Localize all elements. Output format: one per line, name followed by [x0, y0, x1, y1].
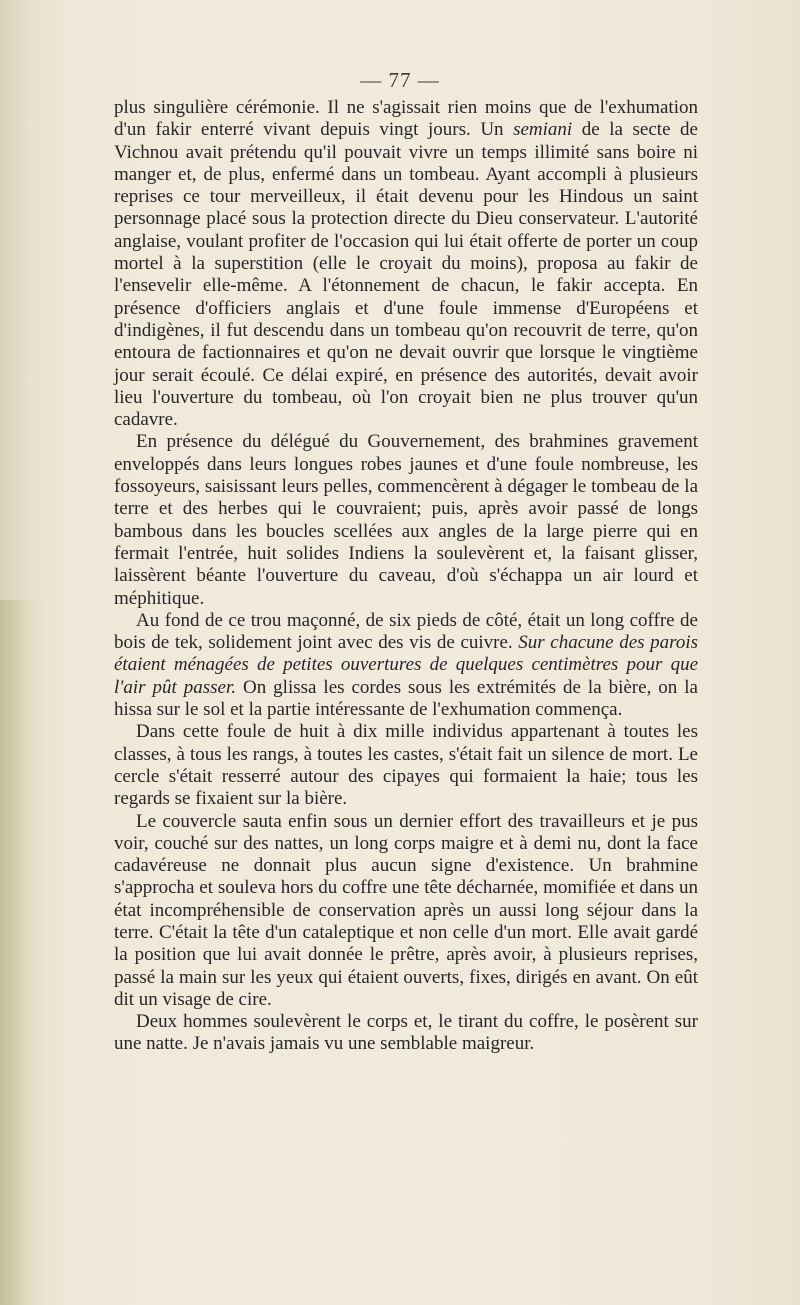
body-text: [114, 97, 698, 1056]
italic-phrase: Sur chacune des parois étaient ménagées de petites ouvertures de quelques centimètres pour que l'air pût passer.: [114, 632, 698, 698]
paragraph: En présence du délégué du Gouvernement, des brahmines gravement enveloppés dans leurs longues robes jaunes et d'une foule nombreuse, les fossoyeurs, saisissant leurs pelles, commencèrent à dégager le tombeau de la terre et des herbes qui le couvraient; puis, après avoir passé de longs bambous dans les boucles scellées aux angles de la large pierre qui en fermait l'entrée, huit solides Indiens la soulevèrent et, la faisant glisser, laissèrent béante l'ouverture du caveau, d'où s'échappa un air lourd et méphitique.: [114, 431, 698, 609]
text-run: Au fond de ce trou maçonné, de six pieds de côté, était un long coffre de bois de tek, solidement joint avec des vis de cuivre.: [114, 609, 698, 654]
paragraph: Deux hommes soulevèrent le corps et, le tirant du coffre, le posèrent sur une natte. Je n'avais jamais vu une semblable maigreur.: [114, 1011, 698, 1055]
text-run: On glissa les cordes sous les extrémités de la bière, on la hissa sur le sol et la partie intéressante de l'exhumation commença.: [114, 676, 698, 721]
paragraph: Le couvercle sauta enfin sous un dernier effort des travailleurs et je pus voir, couché sur des nattes, un long corps maigre et à demi nu, dont la face cadavéreuse ne donnait plus aucun signe d'existence. Un brahmine s'approcha et souleva hors du coffre une tête décharnée, momifiée et dans un état incompréhensible de conservation après un aussi long séjour dans la terre. C'était la tête d'un cataleptique et non celle d'un mort. Elle avait gardé la position que lui avait donnée le prêtre, après avoir, à plusieurs reprises, passé la main sur les yeux qui étaient ouverts, fixes, dirigés en avant. On eût dit un visage de cire.: [114, 810, 698, 1010]
text-run: plus singulière cérémonie. Il ne s'agissait rien moins que de l'exhumation d'un fakir enterré vivant depuis vingt jours. Un: [114, 97, 698, 141]
text-run: de la secte de Vichnou avait prétendu qu'il pouvait vivre un temps illimité sans boire ni manger et, de plus, enfermé dans un tombeau. Ayant accompli à plusieurs reprises ce tour merveilleux, il était devenu pour les Hindous un saint personnage placé sous la protection directe du Dieu conservateur. L'autorité anglaise, voulant profiter de l'occasion qui lui était offerte de porter un coup mortel à la superstition (elle le croyait du moins), proposa au fakir de l'ensevelir elle-même. A l'étonnement de chacun, le fakir accepta. En présence d'officiers anglais et d'une foule immense d'Européens et d'indigènes, il fut descendu dans un tombeau qu'on recouvrit de terre, qu'on entoura de factionnaires et qu'on ne devait ouvrir que lorsque le vingtième jour serait écoulé. Ce délai expiré, en présence des autorités, devait avoir lieu l'ouverture du tombeau, où l'on croyait bien ne plus trouver qu'un cadavre.: [114, 119, 698, 431]
page-stain: [0, 600, 45, 1305]
paragraph: Dans cette foule de huit à dix mille individus appartenant à toutes les classes, à tous les rangs, à toutes les castes, s'était fait un silence de mort. Le cercle s'était resserré autour des cipayes qui formaient la haie; tous les regards se fixaient sur la bière.: [114, 721, 698, 810]
paragraph: [114, 610, 698, 721]
page-number: — 77 —: [360, 68, 440, 92]
italic-term: semiani: [513, 119, 573, 141]
paragraph: [114, 97, 698, 431]
